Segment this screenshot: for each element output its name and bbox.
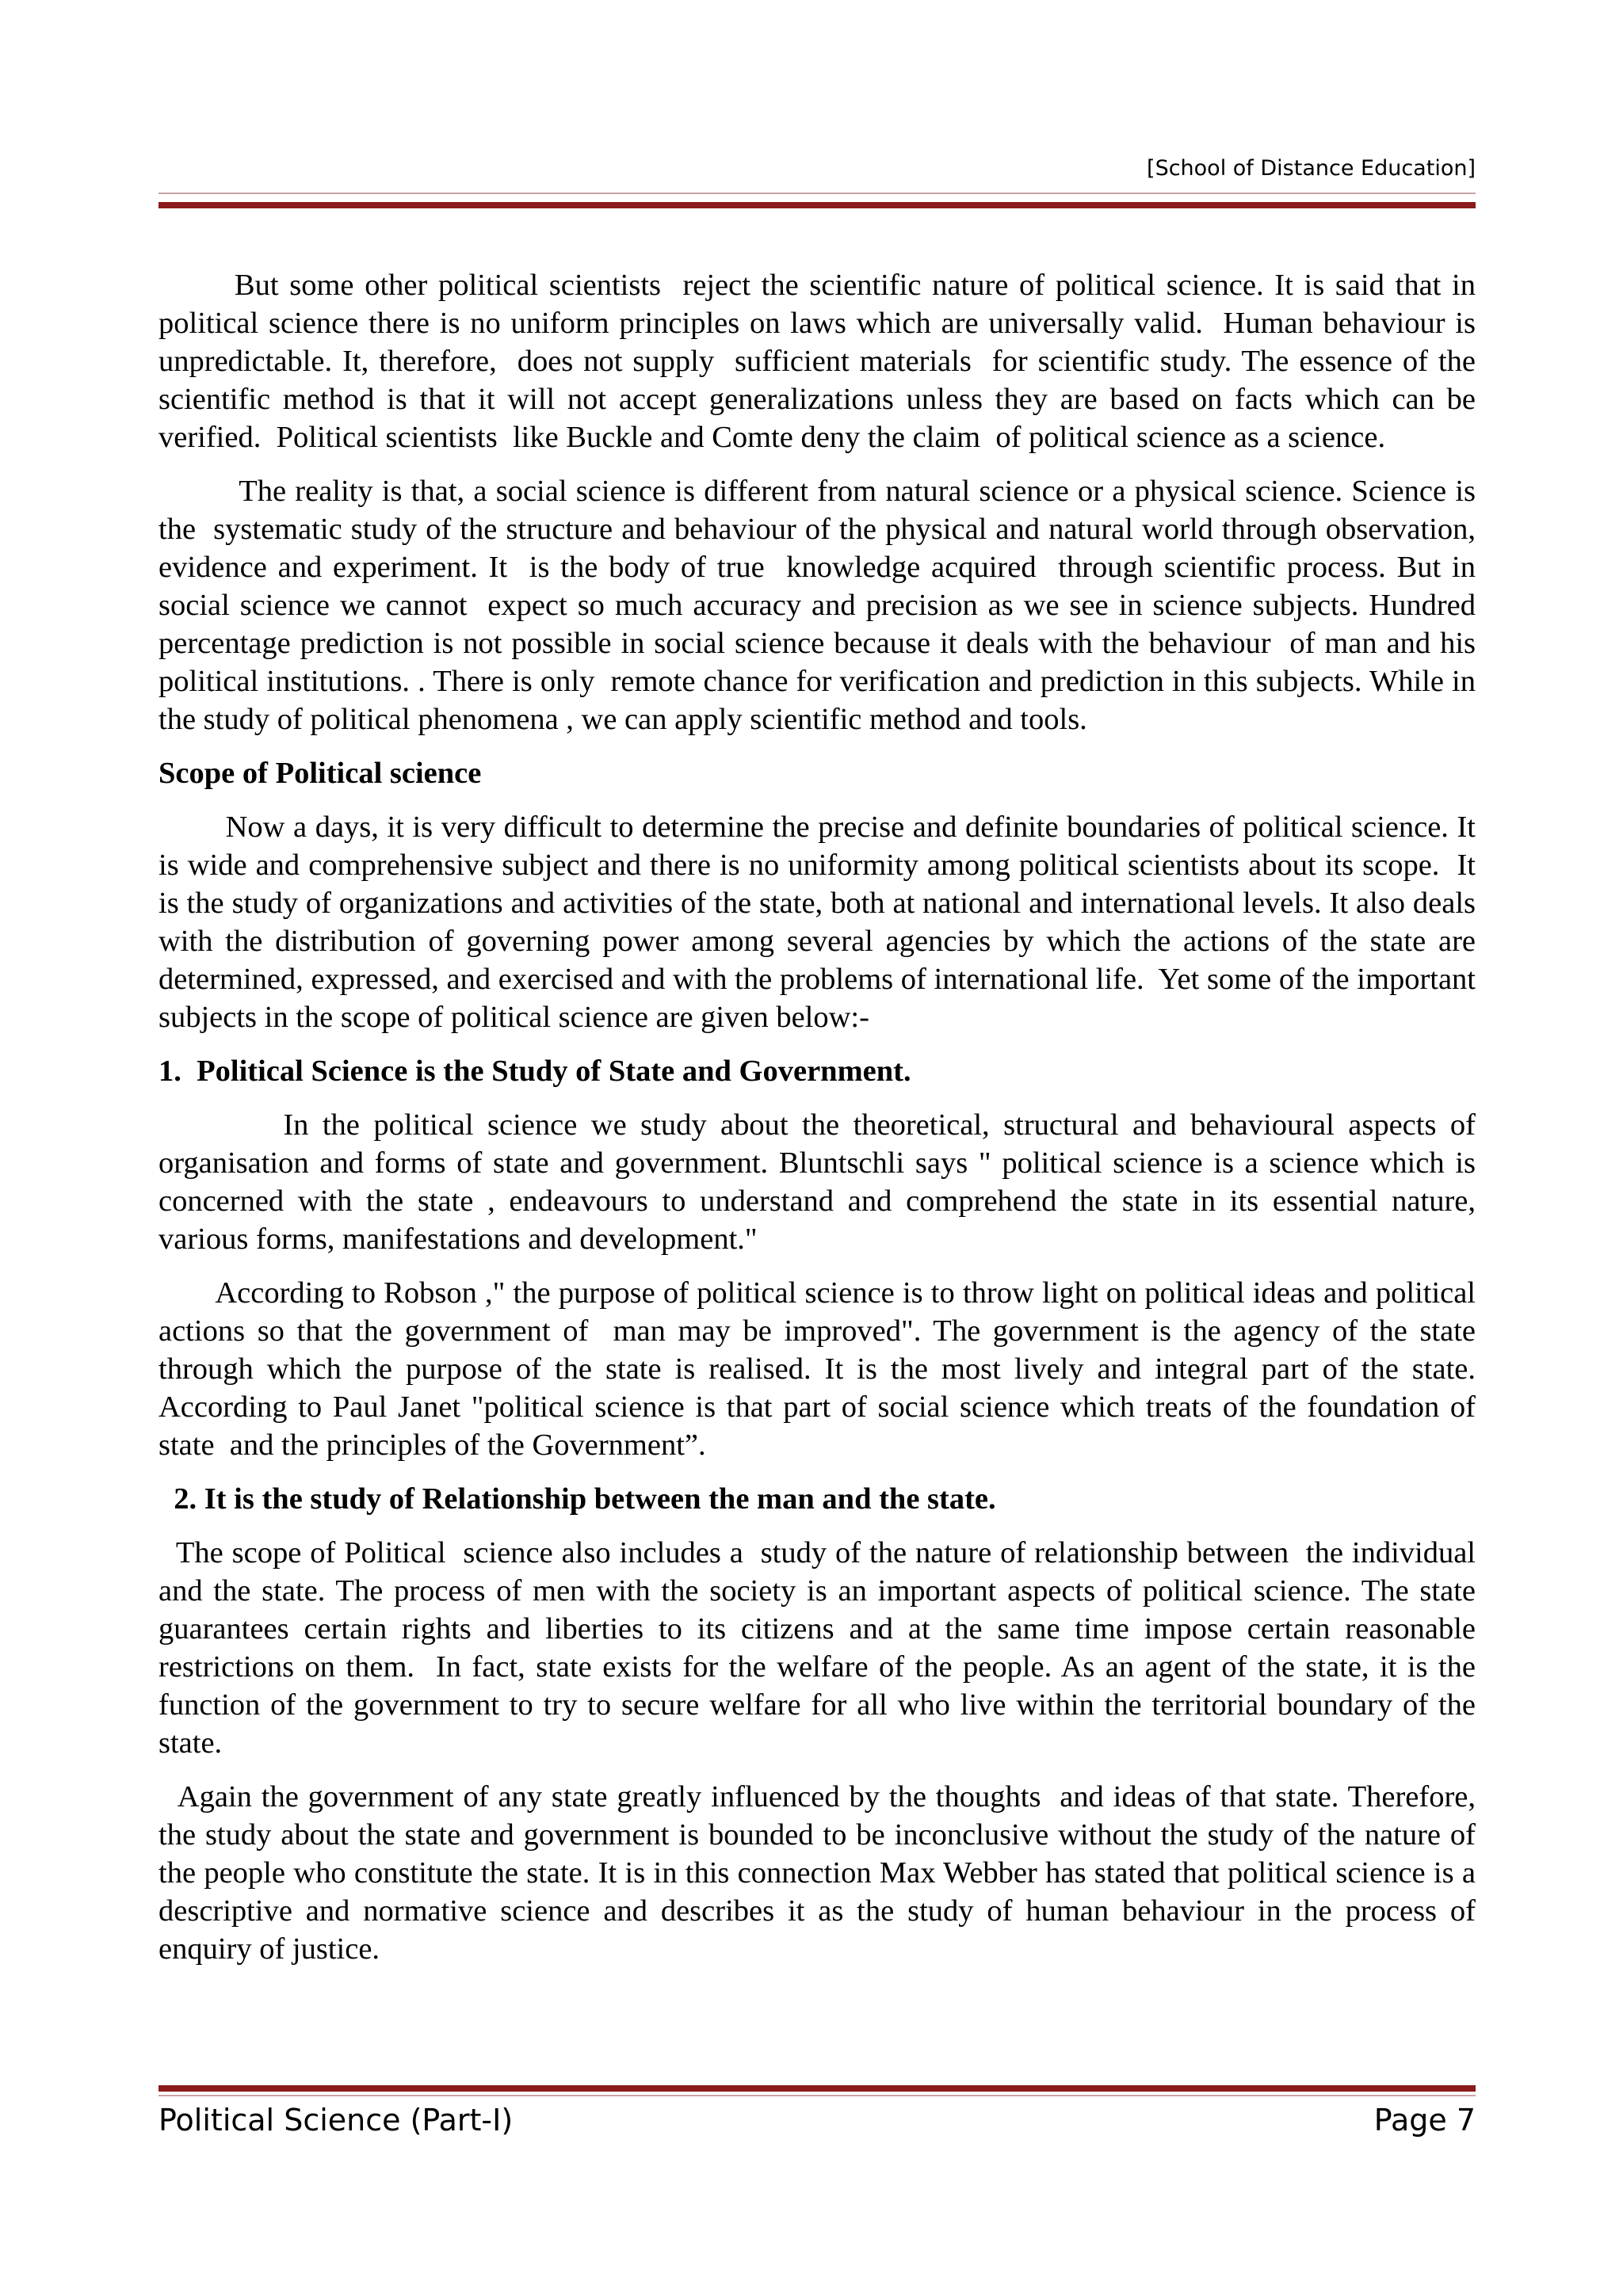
paragraph-7: Again the government of any state greatly influenced by the thoughts and ideas of that state. Therefore, the study about the state and government is bounded to be inconclusive without the study of the nature of the people who constitute the state. It is in this connection Max Webber has stated that political science is a descriptive and normative science and describes it as the study of human behaviour in the process of enquiry of justice. [158,1780,1484,1966]
paragraph-4: In the political science we study about the theoretical, structural and behavioural aspects of organisation and forms of state and government. Bluntschli says " political science is a science which is concerned with the state , endeavours to understand and comprehend the state in its essential nature, various forms, manifestations and development." [158,1108,1484,1256]
footer-page-number: Page 7 [1373,2103,1476,2138]
page-header-title: [School of Distance Education] [1147,156,1476,181]
footer-course-title: Political Science (Part-I) [158,2103,514,2138]
document-body [158,266,1484,1984]
header-rule-thin [158,193,1476,194]
footer-rule-thick [158,2085,1476,2092]
paragraph-5: According to Robson ," the purpose of political science is to throw light on political ideas and political actions so that the government of man may be improved". The government is the agency of the state through which the purpose of the state is realised. It is the most lively and integral part of the state. According to Paul Janet "political science is that part of social science which treats of the foundation of state and the principles of the Government”. [158,1276,1484,1462]
section-heading-scope: Scope of Political science [158,757,482,790]
footer-rule-thin [158,2095,1476,2096]
subheading-2: 2. It is the study of Relationship between the man and the state. [158,1482,996,1516]
header-rule-thick [158,202,1476,208]
paragraph-1: But some other political scientists reject the scientific nature of political science. It is said that in political science there is no uniform principles on laws which are universally valid. Human behaviour is unpredictable. It, therefore, does not supply sufficient materials for scientific study. The essence of the scientific method is that it will not accept generalizations unless they are based on facts which can be verified. Political scientists like Buckle and Comte deny the claim of political science as a science. [158,269,1484,454]
subheading-1: 1. Political Science is the Study of State and Government. [158,1055,911,1088]
paragraph-2: The reality is that, a social science is different from natural science or a physical science. Science is the systematic study of the structure and behaviour of the physical and natural world through observation, evidence and experiment. It is the body of true knowledge acquired through scientific process. But in social science we cannot expect so much accuracy and precision as we see in science subjects. Hundred percentage prediction is not possible in social science because it deals with the behaviour of man and his political institutions. . There is only remote chance for verification and prediction in this subjects. While in the study of political phenomena , we can apply scientific method and tools. [158,475,1484,736]
paragraph-6: The scope of Political science also includes a study of the nature of relationship between the individual and the state. The process of men with the society is an important aspects of political science. The state guarantees certain rights and liberties to its citizens and at the same time impose certain reasonable restrictions on them. In fact, state exists for the welfare of the people. As an agent of the state, it is the function of the government to try to secure welfare for all who live within the territorial boundary of the state. [158,1536,1484,1760]
paragraph-3: Now a days, it is very difficult to determine the precise and definite boundaries of political science. It is wide and comprehensive subject and there is no uniformity among political scientists about its scope. It is the study of organizations and activities of the state, both at national and international levels. It also deals with the distribution of governing power among several agencies by which the actions of the state are determined, expressed, and exercised and with the problems of international life. Yet some of the important subjects in the scope of political science are given below:- [158,810,1484,1034]
